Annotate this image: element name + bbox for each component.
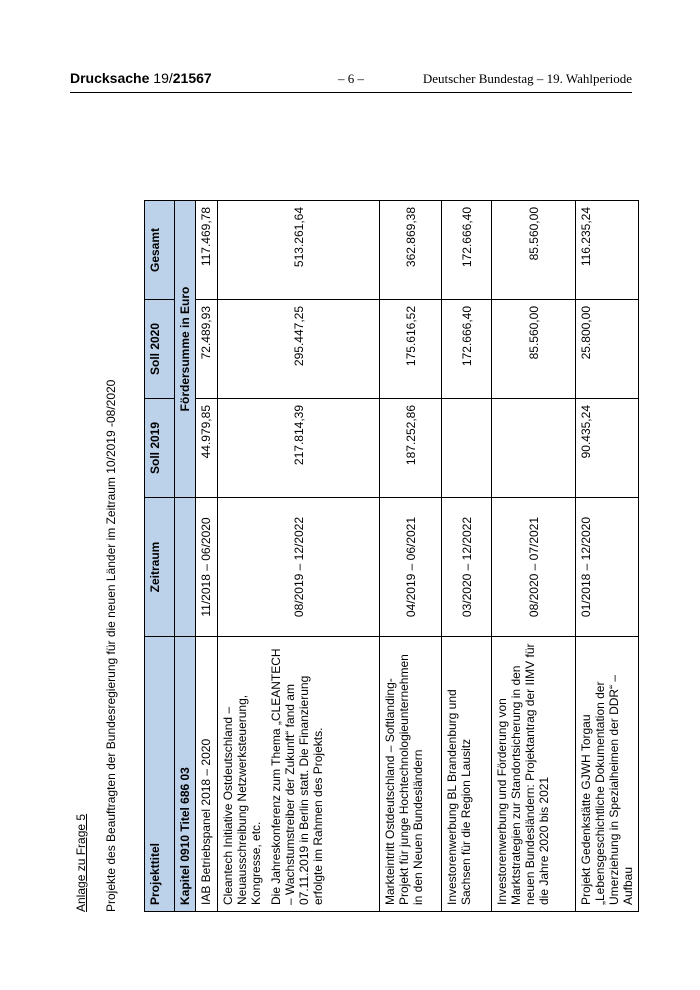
row-soll2019: 187.252,86 (380, 399, 442, 498)
table-row (196, 201, 218, 912)
row-total: 85.560,00 (492, 201, 576, 300)
row-total: 513.261,64 (218, 201, 380, 300)
row-soll2020: 85.560,00 (492, 300, 576, 399)
row-total: 116.235,24 (576, 201, 639, 300)
row-title: IAB Betriebspanel 2018 – 2020 (196, 637, 218, 912)
row-title: Investorenwerbung BL Brandenburg und Sachsen für die Region Lausitz (442, 637, 492, 912)
table-header-row (145, 201, 175, 912)
projects-table (144, 200, 639, 912)
col-soll2020-header: Soll 2020 (145, 300, 175, 399)
row-period: 08/2020 – 07/2021 (492, 498, 576, 637)
table-row (380, 201, 442, 912)
rotated-content (60, 110, 635, 940)
chapter-band-row (175, 201, 196, 912)
table-row (218, 201, 380, 912)
intro-text: Projekte des Beauftragten der Bundesregierung für die neuen Länder im Zeitraum 10/2019 -08/2020 (104, 379, 118, 912)
row-period: 08/2019 – 12/2022 (218, 498, 380, 637)
row-period: 11/2018 – 06/2020 (196, 498, 218, 637)
row-total: 172.666,40 (442, 201, 492, 300)
table-row (576, 201, 639, 912)
band-empty (175, 498, 196, 637)
row-title: Projekt Gedenkstätte GJWH Torgau „Lebensgeschichtliche Dokumentation der Umerziehung in Spezialheimen der DDR“ – Aufbau (576, 637, 639, 912)
row-soll2019: 44.979,85 (196, 399, 218, 498)
page-header (70, 70, 632, 93)
chapter-label: Kapitel 0910 Titel 686 03 (175, 637, 196, 912)
row-soll2020: 172.666,40 (442, 300, 492, 399)
row-period: 01/2018 – 12/2020 (576, 498, 639, 637)
row-soll2020: 72.489,93 (196, 300, 218, 399)
row-soll2020: 175.616,52 (380, 300, 442, 399)
table-row (442, 201, 492, 912)
annex-title: Anlage zu Frage 5 (74, 813, 88, 912)
row-soll2019 (492, 399, 576, 498)
row-total: 362.869,38 (380, 201, 442, 300)
row-title: Markteintritt Ostdeutschland – Softlanding-Projekt für junge Hochtechnologieunternehmen in den Neuen Bundesländern (380, 637, 442, 912)
row-soll2019: 90.435,24 (576, 399, 639, 498)
row-title-part2: Die Jahreskonferenz zum Thema „CLEANTECH – Wachstumstreiber der Zukunft“ fand am 07.11.2019 in Berlin statt. Die Finanzierung erfolgte im Rahmen des Projekts. (269, 648, 325, 905)
col-total-header: Gesamt (145, 201, 175, 300)
parliament-label: Deutscher Bundestag – 19. Wahlperiode (422, 71, 632, 86)
col-soll2019-header: Soll 2019 (145, 399, 175, 498)
row-soll2020: 295.447,25 (218, 300, 380, 399)
document-number: Drucksache 19/21567 (70, 70, 212, 86)
row-period: 03/2020 – 12/2022 (442, 498, 492, 637)
col-period-header: Zeitraum (145, 498, 175, 637)
row-soll2020: 25.800,00 (576, 300, 639, 399)
table-row (492, 201, 576, 912)
row-total: 117.469,78 (196, 201, 218, 300)
row-soll2019: 217.814,39 (218, 399, 380, 498)
page-number: – 6 – (338, 71, 364, 86)
row-title-part1: Cleantech Initiative Ostdeutschland – Neuausschreibung Netzwerksteuerung, Kongresse, etc. (221, 694, 263, 905)
row-title: Investorenwerbung und Förderung von Marktstrategien zur Standortsicherung in den neuen Bundesländern: Projektantrag der IIMV für die Jahre 2020 bis 2021 (492, 637, 576, 912)
col-title-header: Projekttitel (145, 637, 175, 912)
funding-label: Fördersumme in Euro (175, 201, 196, 498)
row-soll2019 (442, 399, 492, 498)
row-period: 04/2019 – 06/2021 (380, 498, 442, 637)
row-title (218, 637, 380, 912)
